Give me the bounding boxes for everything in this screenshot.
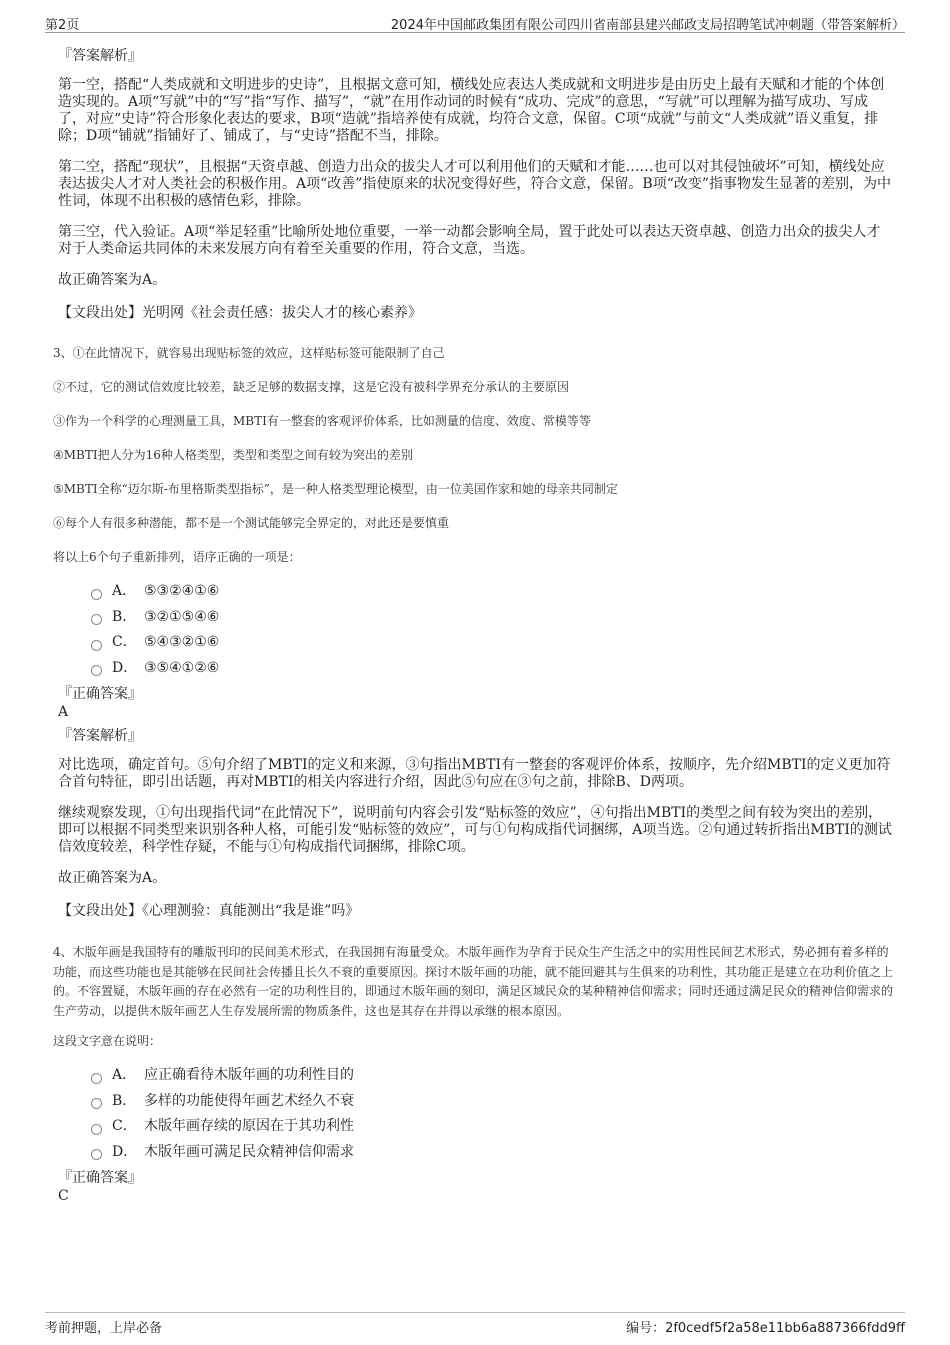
analysis-label: 『答案解析』 — [58, 48, 142, 64]
answer-options — [91, 1067, 898, 1161]
analysis-paragraph: 第一空，搭配“人类成就和文明进步的史诗”，且根据文意可知，横线处应表达人类成就和文明进步是由历史上最有天赋和才能的个体创造实现的。A项“写就”中的“写”指“写作、描写”，“就”在用作动词的时候有“成功、完成”的意思，“写就”可以理解为描写成功、写成了，对应“史诗”符合形象化表达的要求，B项“造就”指培养使有成就，均符合文意，保留。C项“成就”与前文“人类成就”语义重复，排除；D项“铺就”指铺好了、铺成了，与“史诗”搭配不当，排除。 — [58, 77, 885, 144]
option-text: ③②①⑤④⑥ — [144, 608, 220, 625]
option-text: ③⑤④①②⑥ — [144, 659, 220, 676]
correct-answer-label: 『正确答案』 — [58, 686, 142, 702]
question-prompt: 将以上6个句子重新排列，语序正确的一项是： — [53, 550, 301, 564]
option-d[interactable] — [91, 660, 898, 677]
radio-icon[interactable] — [91, 1149, 102, 1160]
analysis-conclusion: 故正确答案为A。 — [58, 870, 167, 886]
option-letter: B． — [112, 1092, 137, 1109]
option-letter: D． — [112, 1143, 138, 1160]
option-b[interactable] — [91, 609, 898, 626]
question-sentence: ②不过，它的测试信效度比较差，缺乏足够的数据支撑，这是它没有被科学界充分承认的主要原因 — [53, 380, 570, 394]
option-letter: A． — [112, 1067, 137, 1083]
option-letter: C． — [112, 1118, 137, 1134]
question-sentence: 3、①在此情况下，就容易出现贴标签的效应，这样贴标签可能限制了自己 — [53, 346, 445, 360]
option-letter: A． — [112, 583, 137, 599]
radio-icon[interactable] — [91, 589, 102, 600]
source-citation: 【文段出处】光明网《社会责任感：拔尖人才的核心素养》 — [58, 305, 422, 321]
correct-answer: A — [58, 704, 69, 720]
page-header — [45, 12, 905, 33]
radio-icon[interactable] — [91, 640, 102, 651]
option-text: 木版年画可满足民众精神信仰需求 — [144, 1143, 354, 1160]
option-a[interactable] — [91, 1067, 898, 1084]
analysis-label: 『答案解析』 — [58, 728, 142, 744]
document-body — [53, 45, 894, 1209]
radio-icon[interactable] — [91, 665, 102, 676]
option-text: ⑤③②④①⑥ — [144, 583, 220, 599]
analysis-paragraph: 对比选项，确定首句。⑤句介绍了MBTI的定义和来源，③句指出MBTI有一整套的客观评价体系，按顺序，先介绍MBTI的定义更加符合首句特征，即引出话题，再对MBTI的相关内容进行介绍，因此⑤句应在③句之前，排除B、D两项。 — [58, 757, 891, 790]
analysis-conclusion: 故正确答案为A。 — [58, 272, 167, 288]
option-letter: B． — [112, 608, 137, 625]
question-sentence: ⑤MBTI全称“迈尔斯-布里格斯类型指标”，是一种人格类型理论模型，由一位美国作家和她的母亲共同制定 — [53, 482, 618, 496]
option-text: 木版年画存续的原因在于其功利性 — [144, 1118, 354, 1134]
question-passage: 4、木版年画是我国特有的雕版刊印的民间美术形式，在我国拥有海量受众。木版年画作为孕育于民众生产生活之中的实用性民间艺术形式，势必拥有着多样的功能，而这些功能也是其能够在民间社会传播且长久不衰的重要原因。探讨木版年画的功能，就不能回避其与生俱来的功利性，其功能正是建立在功利价值之上的。不容置疑，木版年画的存在必然有一定的功利性目的，即通过木版年画的刻印，满足区域民众的某种精神信仰需求；同时还通过满足民众的精神信仰需求的生产劳动，以提供木版年画艺人生存发展所需的物质条件，这也是其存在并得以承继的根本原因。 — [53, 945, 894, 1018]
document-title: 2024年中国邮政集团有限公司四川省南部县建兴邮政支局招聘笔试冲刺题（带答案解析） — [390, 18, 905, 33]
radio-icon[interactable] — [91, 1124, 102, 1135]
question-prompt: 这段文字意在说明： — [53, 1034, 162, 1048]
option-d[interactable] — [91, 1144, 898, 1161]
question-3 — [53, 345, 898, 677]
option-b[interactable] — [91, 1093, 898, 1110]
question-sentence: ③作为一个科学的心理测量工具，MBTI有一整套的客观评价体系，比如测量的信度、效度、常模等等 — [53, 414, 591, 428]
option-text: ⑤④③②①⑥ — [144, 634, 220, 650]
option-letter: C． — [112, 634, 137, 650]
footer-slogan: 考前押题，上岸必备 — [45, 1321, 163, 1336]
option-text: 应正确看待木版年画的功利性目的 — [144, 1067, 354, 1083]
q2-analysis — [58, 45, 893, 323]
q4-answer — [58, 1169, 893, 1205]
question-sentence: ④MBTI把人分为16种人格类型，类型和类型之间有较为突出的差别 — [53, 448, 413, 462]
page-number: 第2页 — [45, 18, 80, 33]
option-letter: D． — [112, 659, 138, 676]
option-a[interactable] — [91, 583, 898, 600]
question-sentence: ⑥每个人有很多种潜能，都不是一个测试能够完全界定的，对此还是要慎重 — [53, 516, 450, 530]
q3-answer — [58, 685, 893, 921]
analysis-paragraph: 第二空，搭配“现状”，且根据“天资卓越、创造力出众的拔尖人才可以利用他们的天赋和才能……也可以对其侵蚀破坏”可知，横线处应表达拔尖人才对人类社会的积极作用。A项“改善”指使原来的状况变得好些，符合文意，保留。B项“改变”指事物发生显著的差别，为中性词，体现不出积极的感情色彩，排除。 — [58, 159, 892, 209]
analysis-paragraph: 第三空，代入验证。A项“举足轻重”比喻所处地位重要，一举一动都会影响全局，置于此处可以表达天资卓越、创造力出众的拔尖人才对于人类命运共同体的未来发展方向有着至关重要的作用，符合文意，当选。 — [58, 224, 881, 257]
page-footer — [45, 1312, 905, 1335]
radio-icon[interactable] — [91, 1098, 102, 1109]
correct-answer-label: 『正确答案』 — [58, 1170, 142, 1186]
document-id: 编号：2f0cedf5f2a58e11bb6a887366fdd9ff — [626, 1321, 905, 1336]
question-4 — [53, 943, 898, 1161]
answer-options — [91, 583, 898, 677]
option-c[interactable] — [91, 634, 898, 651]
source-citation: 【文段出处】《心理测验：真能测出“我是谁”吗》 — [58, 903, 360, 919]
radio-icon[interactable] — [91, 614, 102, 625]
analysis-paragraph: 继续观察发现，①句出现指代词“在此情况下”，说明前句内容会引发“贴标签的效应”，④句指出MBTI的类型之间有较为突出的差别，即可以根据不同类型来识别各种人格，可能引发“贴标签的效应”，可与①句构成指代词捆绑，A项当选。②句通过转折指出MBTI的测试信效度较差，科学性存疑，不能与①句构成指代词捆绑，排除C项。 — [58, 805, 892, 855]
correct-answer: C — [58, 1188, 69, 1204]
option-text: 多样的功能使得年画艺术经久不衰 — [144, 1092, 354, 1109]
radio-icon[interactable] — [91, 1073, 102, 1084]
option-c[interactable] — [91, 1118, 898, 1135]
